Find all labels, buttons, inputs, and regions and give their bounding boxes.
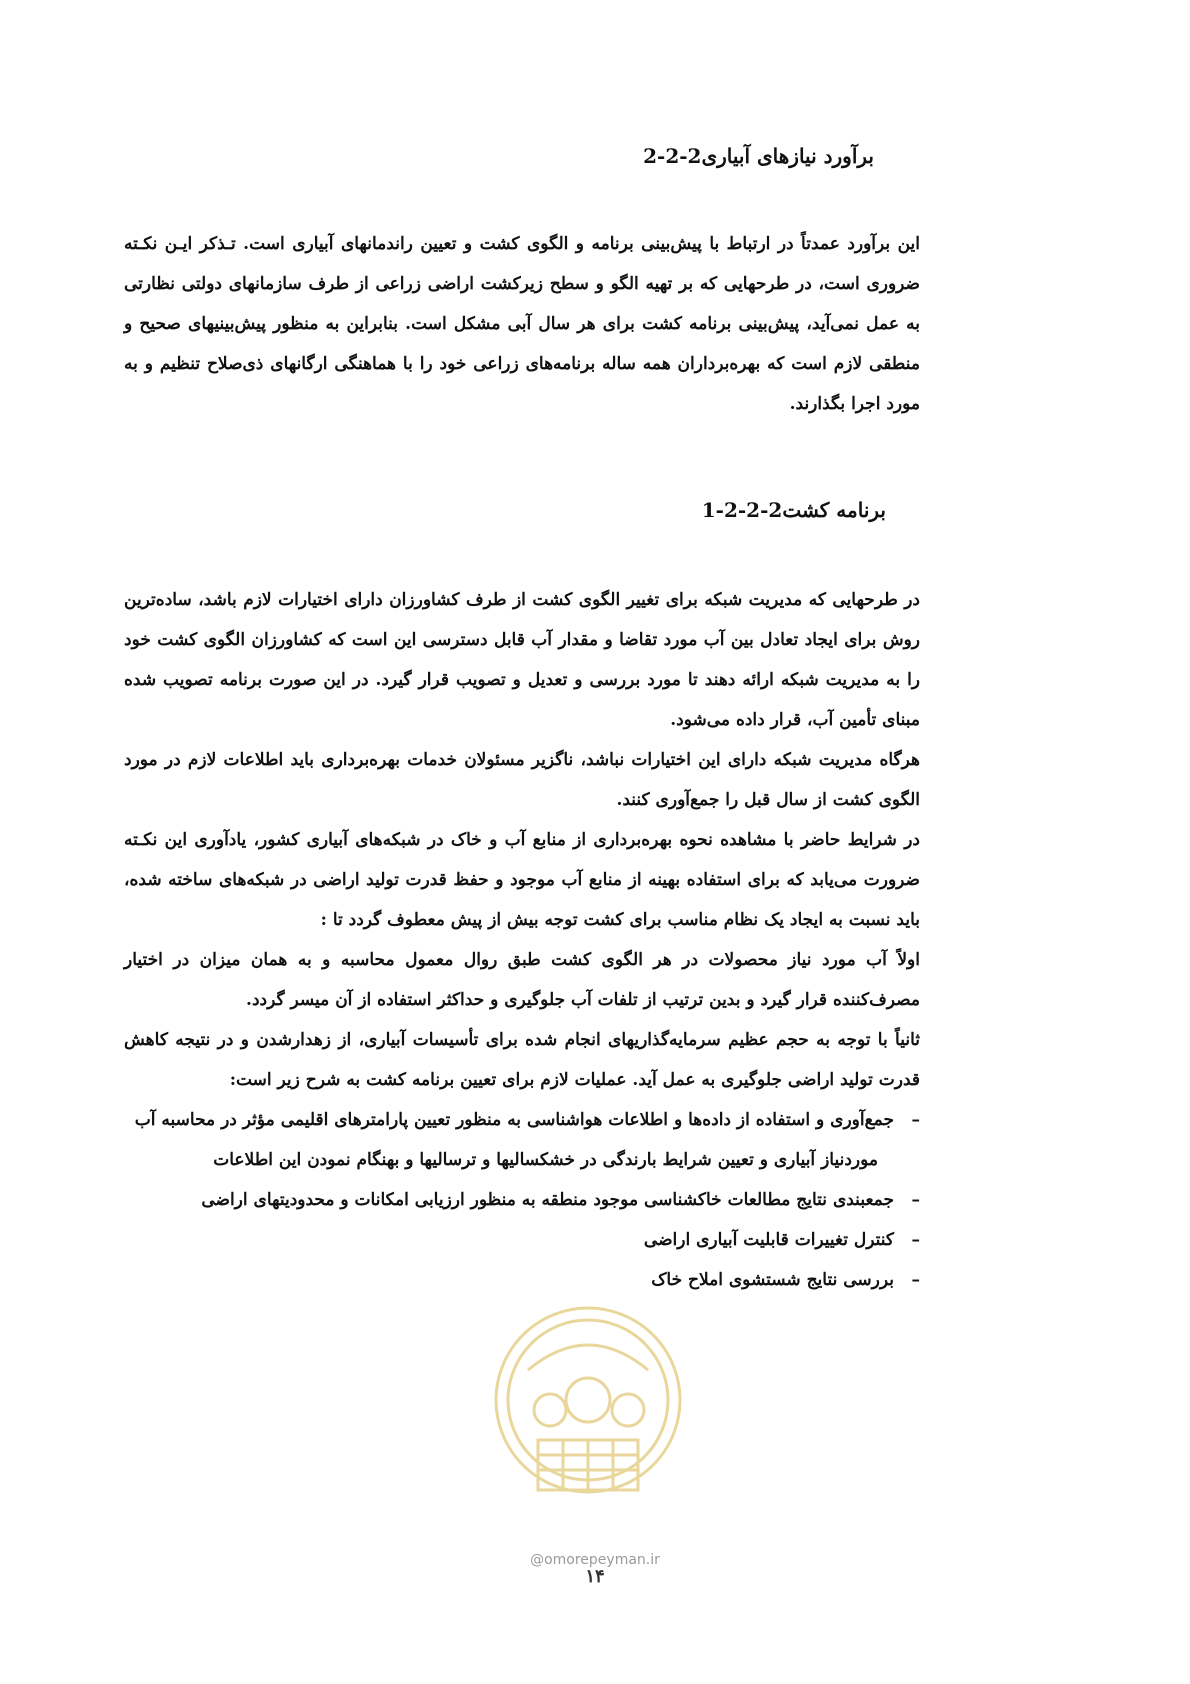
paragraph: هرگاه مدیریت شبکه دارای این اختیارات نباشد، ناگزیر مسئولان خدمات بهره‌برداری باید اطلاعات لازم در مورد الگوی کشت از سال قبل را جمع‌آوری کنند. [124, 750, 920, 810]
paragraph: ثانیاً با توجه به حجم عظیم سرمایه‌گذاریهای انجام شده برای تأسیسات آبیاری، از زهدارشدن و در نتیجه کاهش قدرت تولید اراضی جلوگیری به عمل آید. عملیات لازم برای تعیین برنامه کشت به شرح زیر است: [124, 1030, 920, 1090]
section-number: 2-2-2 [643, 144, 702, 168]
bullet-text: بررسی نتایج شستشوی املاح خاک [651, 1270, 894, 1290]
subsection-title: برنامه کشت [782, 498, 886, 522]
bullet-text: جمعبندی نتایج مطالعات خاکشناسی موجود منطقه به منظور ارزیابی امکانات و محدودیتهای اراضی [201, 1190, 894, 1210]
bullet-dash: – [911, 1110, 920, 1130]
list-item [124, 1100, 920, 1180]
bullet-dash: – [911, 1190, 920, 1210]
intro-paragraph: این برآورد عمدتاً در ارتباط با پیش‌بینی برنامه و الگوی کشت و تعیین راندمانهای آبیاری است. تـذکر ایـن نکـته ضروری است، در طرحهایی که بر تهیه الگو و سطح زیرکشت اراضی زراعی از طرف سازمانهای دولتی نظارتی به عمل نمی‌آید، پیش‌بینی برنامه کشت برای هر سال آبی مشکل است. بنابراین به منظور پیش‌بینیهای صحیح و منطقی لازم است که بهره‌برداران همه ساله برنامه‌های زراعی خود را با هماهنگی ارگانهای ذی‌صلاح تنظیم و به مورد اجرا بگذارند. [124, 234, 920, 414]
paragraph: در طرحهایی که مدیریت شبکه برای تغییر الگوی کشت از طرف کشاورزان دارای اختیارات لازم باشد، ساده‌ترین روش برای ایجاد تعادل بین آب مورد تقاضا و مقدار آب قابل دسترسی این است که کشاورزان الگوی کشت خود را به مدیریت شبکه ارائه دهند تا مورد بررسی و تعدیل و تصویب قرار گیرد. در این صورت برنامه تصویب شده مبنای تأمین آب، قرار داده می‌شود. [124, 590, 920, 730]
bullet-text: کنترل تغییرات قابلیت آبیاری اراضی [643, 1230, 894, 1250]
subsection-heading [702, 497, 920, 523]
bullet-dash: – [911, 1230, 920, 1250]
bullet-text: جمع‌آوری و استفاده از داده‌ها و اطلاعات هواشناسی به منظور تعیین پارامترهای اقلیمی مؤثر در محاسبه آب [134, 1110, 894, 1130]
section-heading [643, 143, 920, 169]
subsection-number: 1-2-2-2 [701, 498, 783, 522]
section-title: برآورد نیازهای آبیاری [701, 144, 874, 168]
watermark-url: @omorepeyman.ir [530, 1552, 660, 1568]
paragraph: در شرایط حاضر با مشاهده نحوه بهره‌برداری از منابع آب و خاک در شبکه‌های آبیاری کشور، یادآوری این نکـته ضرورت می‌یابد که برای استفاده بهینه از منابع آب موجود و حفظ قدرت تولید اراضی در شبکه‌های ساخته شده، باید نسبت به ایجاد یک نظام مناسب برای کشت توجه بیش از پیش معطوف گردد تا : [124, 830, 920, 930]
list-item [124, 1180, 920, 1220]
bullet-dash: – [911, 1270, 920, 1290]
page-number: ۱۴ [585, 1566, 605, 1587]
watermark-seal-icon [488, 1250, 688, 1550]
bullet-continuation: موردنیاز آبیاری و تعیین شرایط بارندگی در خشکسالیها و ترسالیها و بهنگام نمودن این اطلاعات [213, 1150, 878, 1170]
paragraph: اولاً آب مورد نیاز محصولات در هر الگوی کشت طبق روال معمول محاسبه و به همان میزان در اختیار مصرف‌کننده قرار گیرد و بدین ترتیب از تلفات آب جلوگیری و حداکثر استفاده از آن میسر گردد. [124, 950, 920, 1010]
